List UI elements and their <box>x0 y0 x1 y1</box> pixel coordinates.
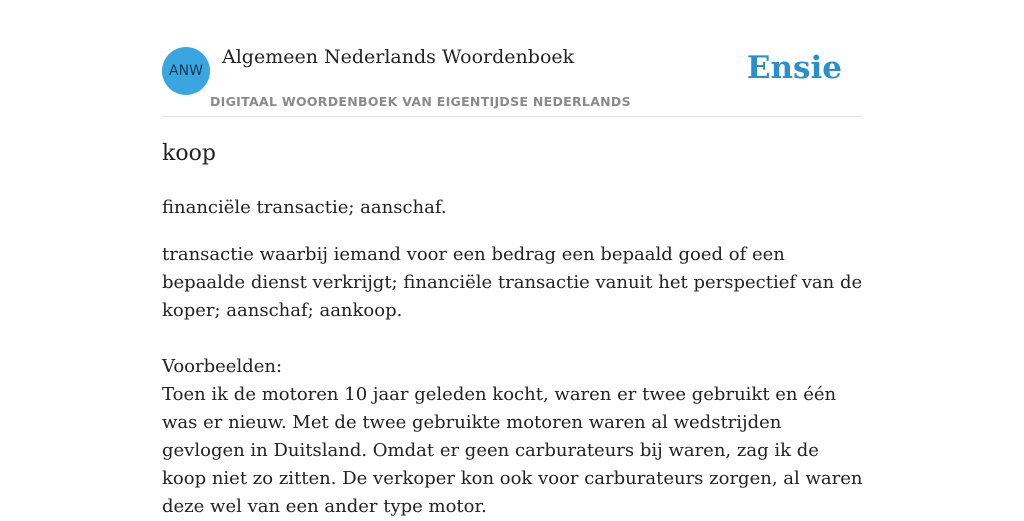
ensie-brand-logo[interactable]: Ensie <box>746 50 842 86</box>
dictionary-title[interactable]: Algemeen Nederlands Woordenboek <box>222 46 575 68</box>
example-text: Toen ik de motoren 10 jaar geleden kocht, waren er twee gebruikt en één was er nieuw. Met de twee gebruikte motoren waren al wedstrijden gevlogen in Duitsland. Omdat er geen carburateurs bij waren, zag ik de koop niet zo zitten. De verkoper kon ook voor carburateurs zorgen, al waren deze wel van een ander type motor. <box>162 384 863 517</box>
examples-label: Voorbeelden: <box>162 356 283 377</box>
dictionary-subtitle: DIGITAAL WOORDENBOEK VAN EIGENTIJDSE NEDERLANDS <box>210 94 631 109</box>
headword: koop <box>162 141 216 166</box>
anw-logo[interactable]: ANW <box>162 47 210 95</box>
entry-content <box>162 138 864 521</box>
long-definition: transactie waarbij iemand voor een bedrag een bepaald goed of een bepaalde dienst verkrijgt; financiële transactie vanuit het perspectief van de koper; aanschaf; aankoop. <box>162 244 863 321</box>
site-header <box>162 0 862 117</box>
short-definition: financiële transactie; aanschaf. <box>162 197 447 218</box>
